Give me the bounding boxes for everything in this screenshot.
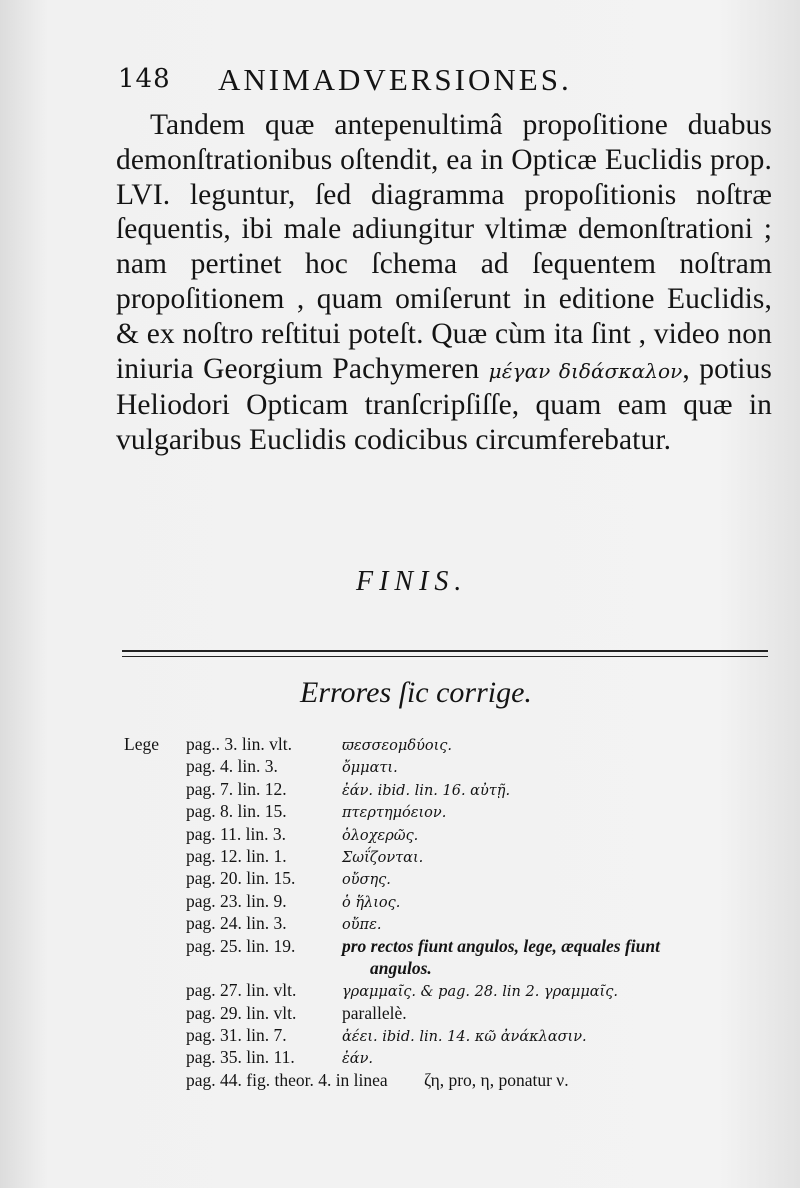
errata-ref: pag. 25. lin. 19. xyxy=(186,935,296,956)
errata-row-continuation xyxy=(124,958,784,980)
page-number: 148 xyxy=(118,64,171,94)
divider-rule xyxy=(122,650,768,652)
errata-fix: οὔπε. xyxy=(342,917,382,934)
errata-row xyxy=(124,936,784,958)
errata-row xyxy=(124,734,784,756)
errata-ref: pag. 23. lin. 9. xyxy=(186,890,287,911)
errata-fix: ἐάν. xyxy=(342,1051,373,1068)
errata-ref: pag. 11. lin. 3. xyxy=(186,823,286,844)
errata-fix: ὁ ἥλιος. xyxy=(342,894,401,911)
errata-ref: pag. 20. lin. 15. xyxy=(186,868,296,889)
finis-heading: FINIS. xyxy=(356,566,468,597)
errata-list xyxy=(124,734,784,1092)
errata-ref: pag. 27. lin. vlt. xyxy=(186,980,297,1001)
errata-row xyxy=(124,1047,784,1069)
errata-row xyxy=(124,846,784,868)
errata-row xyxy=(124,824,784,846)
errata-fix: ὁλοχερῶς. xyxy=(342,827,419,844)
errata-ref: pag. 35. lin. 11. xyxy=(186,1047,295,1068)
errata-row xyxy=(124,868,784,890)
errata-row xyxy=(124,1003,784,1025)
errata-row xyxy=(124,980,784,1002)
errata-ref: pag.. 3. lin. vlt. xyxy=(186,734,292,754)
errata-row xyxy=(124,1070,784,1092)
errata-row xyxy=(124,1025,784,1047)
errata-ref: pag. 12. lin. 1. xyxy=(186,845,287,866)
errata-fix: ὄμματι. xyxy=(342,760,398,777)
errata-ref: pag. 4. lin. 3. xyxy=(186,756,278,777)
errata-title: Errores ſic corrige. xyxy=(300,676,532,709)
errata-fix: ζη, pro, η, ponatur ν. xyxy=(424,1069,569,1090)
errata-fix: ϖεσσεομδύοις. xyxy=(342,738,453,754)
paragraph-text-a: Tandem quæ antepenultimâ propoſitione duabus demonſtrationibus oſtendit, ea in Opticæ Euclidis prop. LVI. leguntur, ſed diagramma propoſitionis noſtræ ſequentis, ibi male adiungitur vltimæ demonſtrationi ; nam pertinet hoc ſchema ad ſequentem noſtram propoſitionem , quam omiſerunt in editione Euclidis, & ex noſtro reſtitui poteſt. Quæ cùm ita ſint , video non iniuria Georgium Pachymeren xyxy=(116,109,772,385)
running-head: ANIMADVERSIONES. xyxy=(218,62,572,97)
errata-ref: pag. 8. lin. 15. xyxy=(186,801,287,822)
greek-phrase: μέγαν διδάσκαλον xyxy=(488,358,683,383)
errata-fix: parallelè. xyxy=(342,1002,407,1023)
errata-row xyxy=(124,913,784,935)
errata-row xyxy=(124,756,784,778)
errata-ref: pag. 7. lin. 12. xyxy=(186,778,287,799)
errata-ref: pag. 24. lin. 3. xyxy=(186,913,287,934)
errata-fix: ἐάν. ibid. lin. 16. αὐτῇ. xyxy=(342,782,511,799)
page-header xyxy=(118,64,678,100)
errata-ref: pag. 44. fig. theor. 4. in linea xyxy=(186,1069,388,1090)
errata-fix: angulos. xyxy=(370,957,432,978)
errata-fix: γραμμαῖς. & pag. 28. lin 2. γραμμαῖς. xyxy=(342,984,618,1001)
errata-fix: οὔσης. xyxy=(342,872,391,889)
main-paragraph xyxy=(116,108,772,458)
errata-fix: ἀέει. ibid. lin. 14. κῶ ἀνάκλασιν. xyxy=(342,1029,587,1046)
errata-ref: pag. 29. lin. vlt. xyxy=(186,1002,297,1023)
paragraph-text-b: , potius Heliodori Opticam tranſcripſiſſe, quam eam quæ in vulgaribus Euclidis codicibus circumferebatur. xyxy=(116,352,772,457)
errata-row xyxy=(124,801,784,823)
divider-rule-thin xyxy=(122,656,768,657)
errata-fix: pro rectos fiunt angulos, lege, æquales fiunt xyxy=(342,935,660,956)
errata-row xyxy=(124,779,784,801)
lege-label: Lege xyxy=(124,734,159,754)
errata-row xyxy=(124,891,784,913)
errata-ref: pag. 31. lin. 7. xyxy=(186,1025,287,1046)
errata-fix: Σωΐζονται. xyxy=(342,849,424,866)
errata-fix: πτερτημόειον. xyxy=(342,805,447,822)
